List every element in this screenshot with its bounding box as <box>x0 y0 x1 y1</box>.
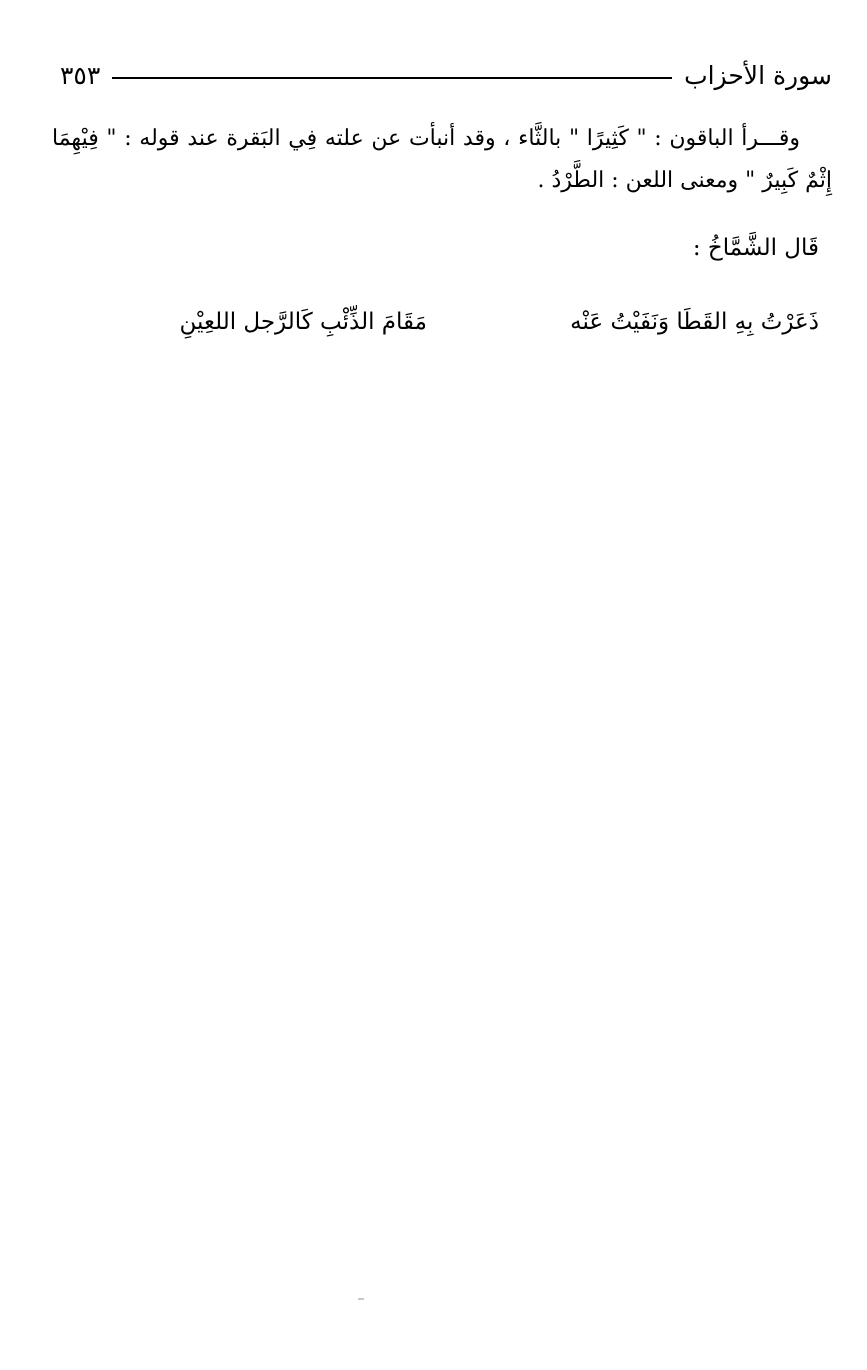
page-number: ٣٥٣ <box>60 61 101 90</box>
body-paragraph: وقـــرأ الباقون : " كَثِيرًا " بالثَّاء ، وقد أنبأت عن علته فِي البَقرة عند قوله : " فِيْهِمَا إِثْمٌ كَبِيرٌ " ومعنى اللعن : الطَّرْدُ . <box>52 126 832 193</box>
scan-speck <box>358 1298 364 1300</box>
running-header <box>60 56 832 96</box>
verse-second-hemistich: مَقَامَ الذِّئْبِ كَالرَّجل اللعِيْنِ <box>179 309 427 335</box>
poet-introduction: قَال الشَّمَّاخُ : <box>692 235 819 261</box>
surah-title: سورة الأحزاب <box>684 61 832 90</box>
header-rule <box>112 77 672 79</box>
verse-first-hemistich: ذَعَرْتُ بِهِ القَطَا وَنَفَيْتُ عَنْه <box>570 309 819 335</box>
